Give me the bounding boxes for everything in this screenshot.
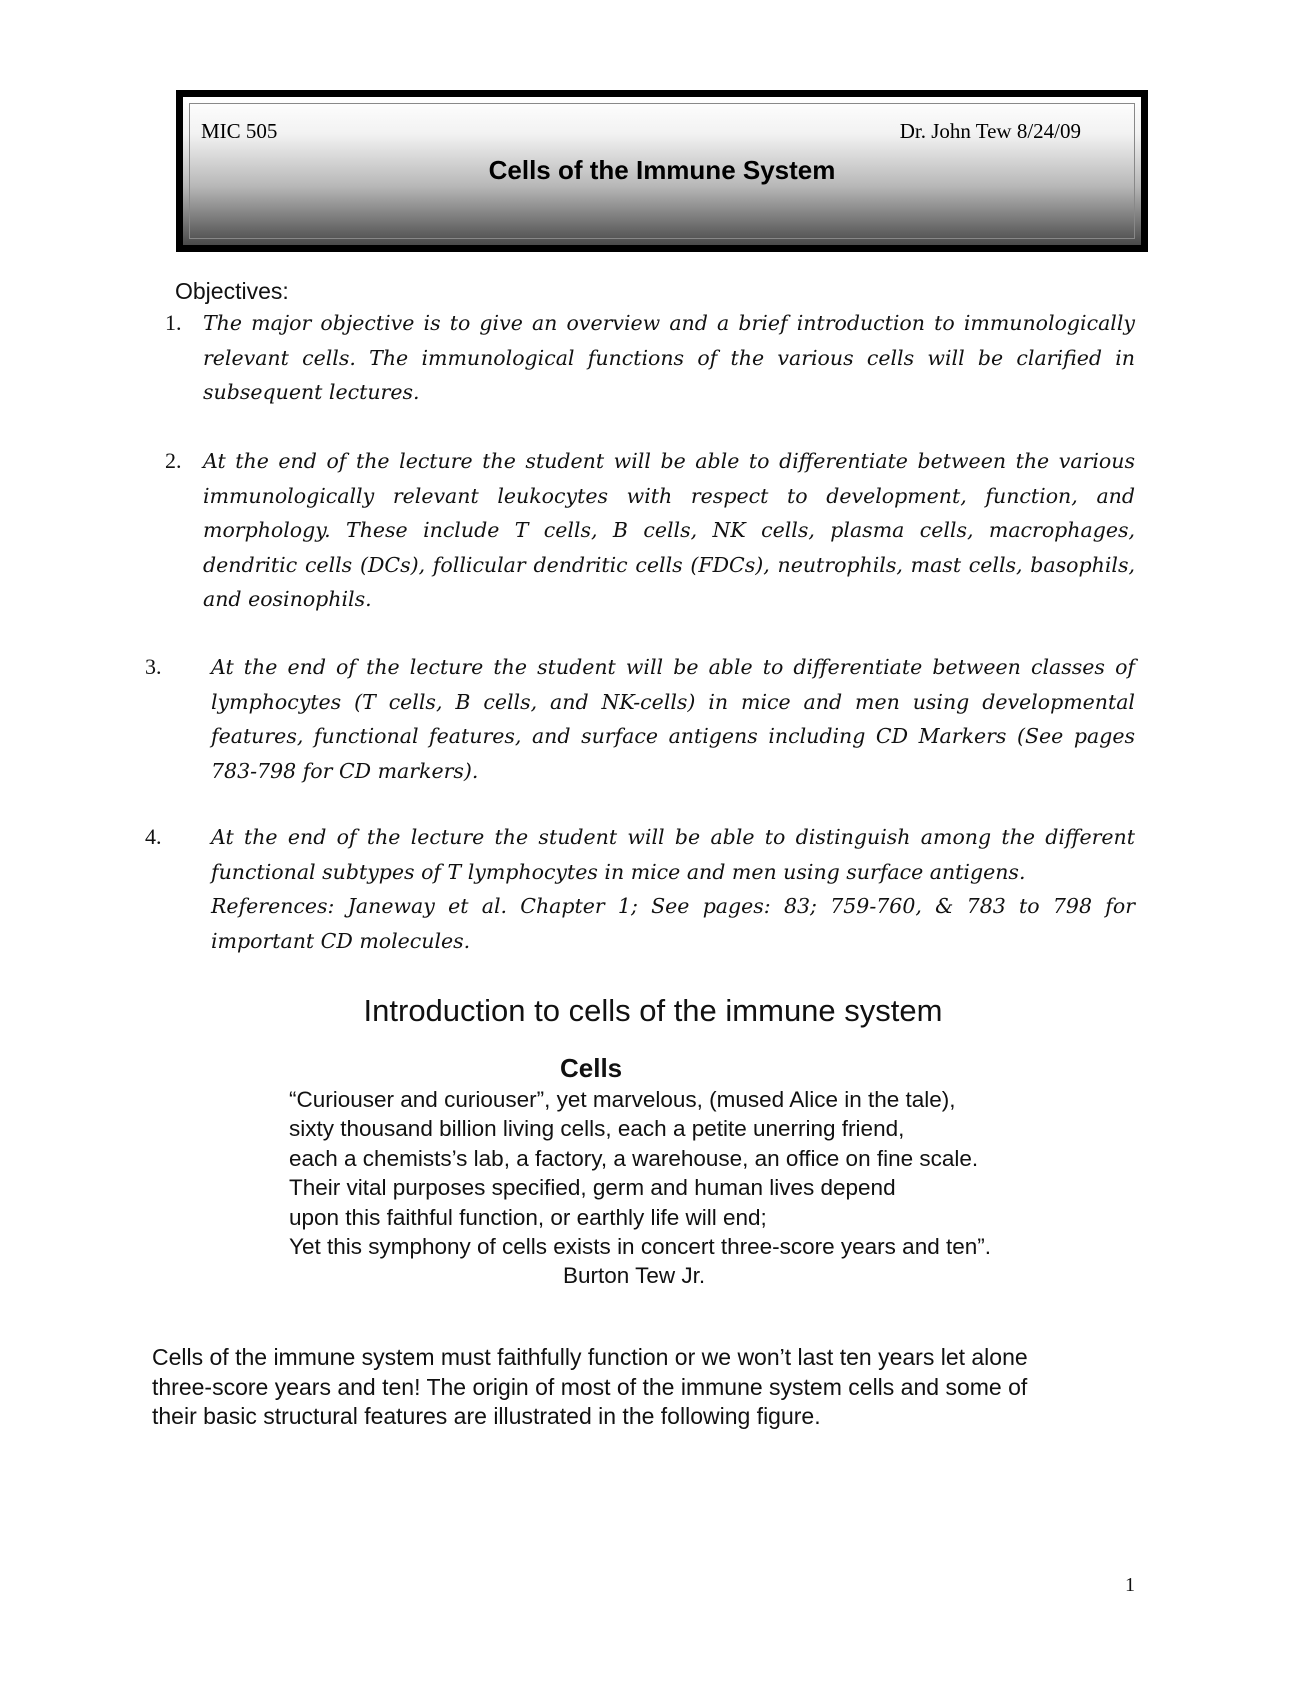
closing-line: three-score years and ten! The origin of most of the immune system cells and some of (152, 1373, 1028, 1400)
objective-2 (165, 444, 1135, 617)
objective-text: At the end of the lecture the student will be able to distinguish among the different functional subtypes of T lymphocytes in mice and men using surface antigens. (211, 825, 1135, 884)
objective-number: 2. (165, 448, 182, 473)
author-date: Dr. John Tew 8/24/09 (899, 119, 1081, 143)
poem-title: Cells (560, 1053, 623, 1083)
objective-text: At the end of the lecture the student will be able to differentiate between the various immunologically relevant leukocytes with respect to development, function, and morphology. These include T cells, B cells, NK cells, plasma cells, macrophages, dendritic cells (DCs), follicular dendritic cells (FDCs), neutrophils, mast cells, basophils, and eosinophils. (203, 449, 1135, 611)
page-number: 1 (1125, 1574, 1135, 1596)
poem-line: Their vital purposes specified, germ and human lives depend (289, 1175, 896, 1201)
references-text: References: Janeway et al. Chapter 1; See pages: 83; 759-760, & 783 to 798 for important CD molecules. (211, 894, 1135, 953)
objective-text: The major objective is to give an overview and a brief introduction to immunologically relevant cells. The immunological functions of the various cells will be clarified in subsequent lectures. (203, 311, 1135, 404)
intro-heading: Introduction to cells of the immune system (363, 993, 943, 1028)
page-title: Cells of the Immune System (488, 155, 836, 185)
poem-line: “Curiouser and curiouser”, yet marvelous, (mused Alice in the tale), (289, 1087, 956, 1112)
course-code: MIC 505 (201, 119, 278, 143)
poem-line: sixty thousand billion living cells, each a petite unerring friend, (289, 1116, 905, 1142)
objective-number: 3. (145, 654, 162, 679)
objectives-heading: Objectives: (175, 278, 289, 304)
poem-line: Yet this symphony of cells exists in concert three-score years and ten”. (289, 1234, 991, 1260)
objective-number: 4. (145, 824, 162, 849)
closing-paragraph (152, 1343, 1132, 1432)
closing-line: Cells of the immune system must faithfully function or we won’t last ten years let alone (152, 1344, 1028, 1370)
objective-4 (145, 820, 1135, 958)
poem-line: each a chemists’s lab, a factory, a warehouse, an office on fine scale. (289, 1145, 979, 1171)
poem-line: upon this faithful function, or earthly life will end; (289, 1204, 767, 1230)
objective-text: At the end of the lecture the student will be able to differentiate between classes of lymphocytes (T cells, B cells, and NK-cells) in mice and men using developmental features, functional features, and surface antigens including CD Markers (See pages 783-798 for CD markers). (211, 655, 1135, 783)
poem (289, 1085, 1109, 1291)
poem-attribution: Burton Tew Jr. (563, 1263, 706, 1289)
closing-line: their basic structural features are illustrated in the following figure. (152, 1403, 821, 1429)
objective-1 (165, 306, 1135, 410)
objective-number: 1. (165, 310, 182, 335)
objective-3 (145, 650, 1135, 788)
header-box (176, 90, 1148, 252)
